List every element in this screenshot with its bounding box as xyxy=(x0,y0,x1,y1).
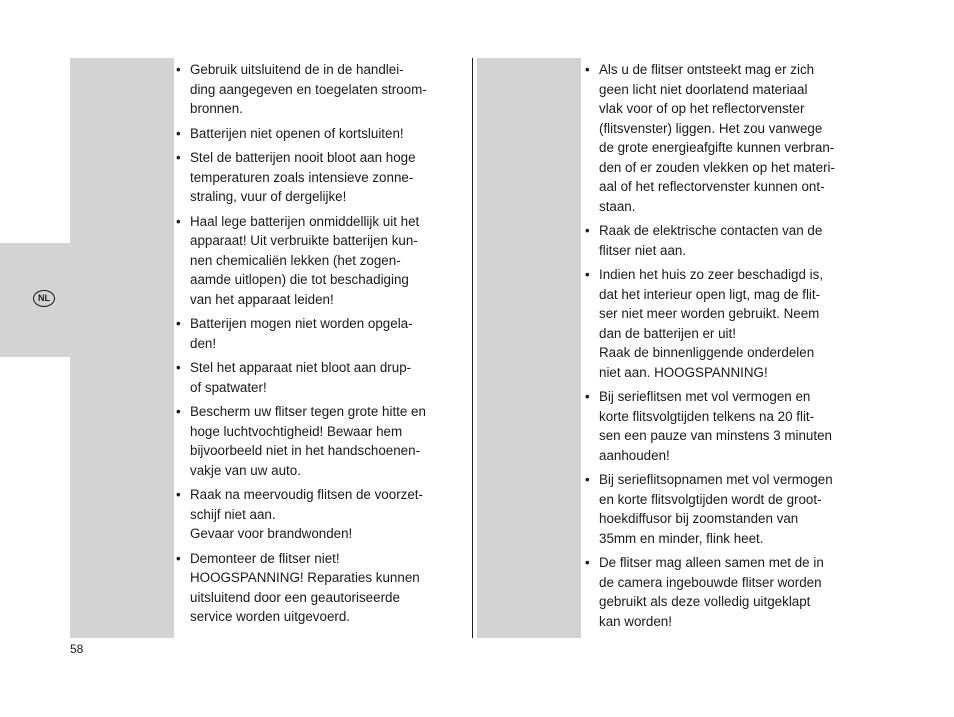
left-bullet-list xyxy=(176,60,466,627)
left-text-column xyxy=(176,60,466,632)
column-divider xyxy=(472,58,473,638)
list-item: • Demonteer de flitser niet! HOOGSPANNING! Reparaties kunnen uitsluitend door een geautoriseerde service worden uitgevoerd. xyxy=(176,550,420,624)
right-margin-column xyxy=(477,58,581,638)
list-item: • Haal lege batterijen onmiddellijk uit het apparaat! Uit verbruikte batterijen kun- nen chemicaliën lekken (het zogen- aamde uitlopen) die tot beschadiging van het apparaat leiden! xyxy=(176,213,420,307)
list-item: • Raak na meervoudig flitsen de voorzet- schijf niet aan. Gevaar voor brandwonden! xyxy=(176,487,423,541)
list-item: • Stel de batterijen nooit bloot aan hoge temperaturen zoals intensieve zonne- straling, vuur of dergelijke! xyxy=(176,150,416,204)
bullet-icon: • xyxy=(176,125,181,141)
list-item: • Bescherm uw flitser tegen grote hitte en hoge luchtvochtigheid! Bewaar hem bijvoorbeeld niet in het handschoenen- vakje van uw auto. xyxy=(176,404,426,478)
page-number: 58 xyxy=(70,642,84,656)
bullet-icon: • xyxy=(585,472,590,487)
list-item: • Gebruik uitsluitend de in de handlei- ding aangegeven en toegelaten stroom- bronnen. xyxy=(176,62,427,116)
list-item: • De flitser mag alleen samen met de in de camera ingebouwde flitser worden gebruikt als deze volledig uitgeklapt kan worden! xyxy=(585,555,824,629)
bullet-icon: • xyxy=(176,150,181,165)
bullet-icon: • xyxy=(176,316,181,331)
list-item: • Bij serieflitsopnamen met vol vermogen en korte flitsvolgtijden wordt de groot- hoekdiffusor bij zoomstanden van 35mm en minder, flink heet. xyxy=(585,472,833,546)
bullet-icon: • xyxy=(176,550,181,566)
list-item: • Raak de elektrische contacten van de flitser niet aan. xyxy=(585,223,823,258)
right-text-column xyxy=(585,60,870,636)
language-badge: NL xyxy=(33,290,55,307)
list-item: • Als u de flitser ontsteekt mag er zich geen licht niet doorlatend materiaal vlak voor of op het reflectorvenster (flitsvenster) liggen. Het zou vanwege de grote energieafgifte kunnen verbran- den of er zouden vlekken op het materi- aal of het reflectorvenster kunnen ont- staan. xyxy=(585,62,835,214)
list-item: • Bij serieflitsen met vol vermogen en korte flitsvolgtijden telkens na 20 flit- sen een pauze van minstens 3 minuten aanhouden! xyxy=(585,389,832,463)
bullet-icon: • xyxy=(176,213,181,229)
list-item: • Indien het huis zo zeer beschadigd is, dat het interieur open ligt, mag de flit- ser niet meer worden gebruikt. Neem dan de batterijen er uit! Raak de binnenliggende onderdelen niet aan. HOOGSPANNING! xyxy=(585,267,824,380)
bullet-icon: • xyxy=(585,223,590,238)
bullet-icon: • xyxy=(176,404,181,419)
list-item: • Batterijen mogen niet worden opgela- den! xyxy=(176,316,413,351)
left-margin-column xyxy=(70,58,174,638)
bullet-icon: • xyxy=(585,62,590,77)
list-item: • Stel het apparaat niet bloot aan drup- of spatwater! xyxy=(176,360,412,395)
right-bullet-list xyxy=(585,60,870,631)
bullet-icon: • xyxy=(585,267,590,282)
bullet-icon: • xyxy=(176,487,181,502)
bullet-icon: • xyxy=(176,360,181,375)
bullet-icon: • xyxy=(176,62,181,77)
bullet-icon: • xyxy=(585,555,590,570)
bullet-icon: • xyxy=(585,389,590,404)
list-item: • Batterijen niet openen of kortsluiten! xyxy=(176,124,466,144)
